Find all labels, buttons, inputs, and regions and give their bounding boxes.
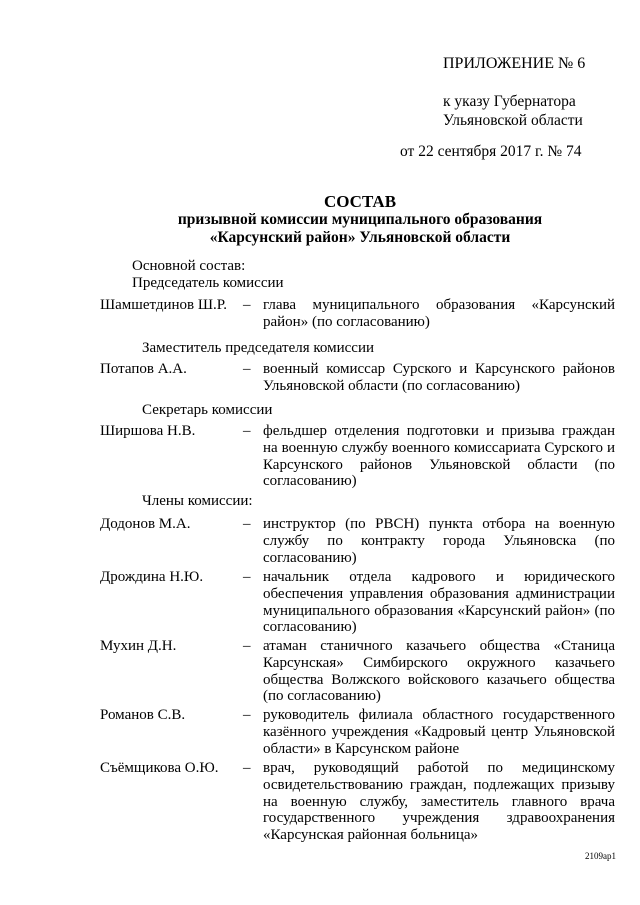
member-name: Мухин Д.Н.	[100, 638, 177, 654]
section-heading-secretary: Секретарь комиссии	[142, 402, 273, 418]
document-subtitle: «Карсунский район» Ульяновской области	[209, 229, 511, 246]
decree-reference	[443, 92, 583, 130]
section-heading-main: Основной состав:	[132, 258, 246, 274]
decree-line: к указу Губернатора	[443, 93, 576, 110]
member-role: глава муниципального образования «Карсунский район» (по согласованию)	[263, 297, 615, 330]
member-role: врач, руководящий работой по медицинскому освидетельствованию граждан, подлежащих призыву на военную службу, заместитель главного врача государственного учреждения здравоохранения «Карсунская районная больница»	[263, 760, 615, 844]
document-code: 2109ap1	[585, 851, 616, 861]
dash: –	[243, 423, 251, 439]
member-name: Потапов А.А.	[100, 361, 187, 377]
dash: –	[243, 516, 251, 532]
dash: –	[243, 638, 251, 654]
section-heading-chairman: Председатель комиссии	[132, 275, 284, 291]
member-role: инструктор (по РВСН) пункта отбора на военную службу по контракту города Ульяновска (по согласованию)	[263, 516, 615, 566]
dash: –	[243, 361, 251, 377]
member-role: фельдшер отделения подготовки и призыва граждан на военную службу военного комиссариата Сурского и Карсунского районов Ульяновской области (по согласованию)	[263, 423, 615, 490]
member-role: военный комиссар Сурского и Карсунского районов Ульяновской области (по согласованию)	[263, 361, 615, 394]
member-role: начальник отдела кадрового и юридического обеспечения управления образования администрации муниципального образования «Карсунский район» (по согласованию)	[263, 569, 615, 636]
member-name: Съёмщикова О.Ю.	[100, 760, 219, 776]
dash: –	[243, 760, 251, 776]
member-name: Дрождина Н.Ю.	[100, 569, 204, 585]
dash: –	[243, 569, 251, 585]
member-name: Романов С.В.	[100, 707, 186, 723]
member-name: Шамшетдинов Ш.Р.	[100, 297, 227, 313]
document-title: СОСТАВ	[323, 192, 397, 211]
decree-line: Ульяновской области	[443, 112, 583, 129]
section-heading-deputy: Заместитель председателя комиссии	[142, 340, 375, 356]
document-subtitle: призывной комиссии муниципального образования	[177, 211, 543, 228]
appendix-number: ПРИЛОЖЕНИЕ № 6	[443, 55, 586, 72]
decree-date: от 22 сентября 2017 г. № 74	[400, 143, 582, 160]
dash: –	[243, 297, 251, 313]
member-name: Додонов М.А.	[100, 516, 191, 532]
dash: –	[243, 707, 251, 723]
member-role: атаман станичного казачьего общества «Станица Карсунская» Симбирского окружного казачьего общества Волжского войскового казачьего общества (по согласованию)	[263, 638, 615, 705]
section-heading-members: Члены комиссии:	[142, 493, 253, 509]
member-name: Ширшова Н.В.	[100, 423, 196, 439]
member-role: руководитель филиала областного государственного казённого учреждения «Кадровый центр Ульяновской области» в Карсунском районе	[263, 707, 615, 757]
